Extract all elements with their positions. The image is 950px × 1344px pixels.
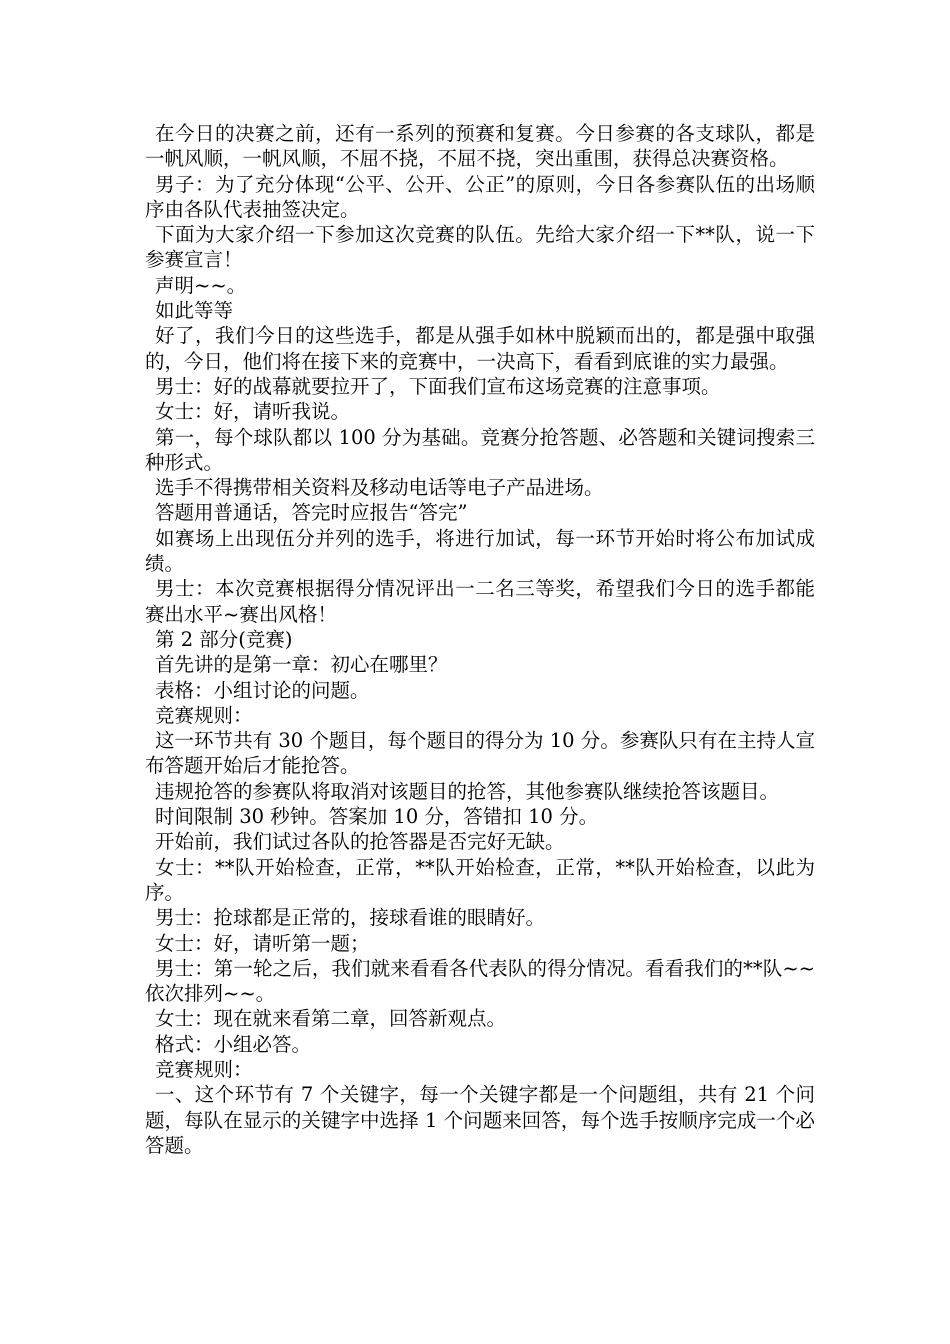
- paragraph: 竞赛规则：: [155, 703, 253, 727]
- paragraph: 格式：小组必答。: [155, 1032, 312, 1056]
- paragraph: 一、这个环节有 7 个关键字，每一个关键字都是一个问题组，共有 21 个问题，每队在显示的关键字中选择 1 个问题来回答，每个选手按顺序完成一个必答题。: [145, 1083, 815, 1157]
- paragraph: 开始前，我们试过各队的抢答器是否完好无缺。: [155, 830, 565, 854]
- paragraph: 这一环节共有 30 个题目，每个题目的得分为 10 分。参赛队只有在主持人宣布答题开始后才能抢答。: [145, 729, 815, 778]
- paragraph: 女士：**队开始检查，正常，**队开始检查，正常，**队开始检查，以此为序。: [145, 855, 815, 904]
- paragraph: 女士：现在就来看第二章，回答新观点。: [155, 1007, 507, 1031]
- paragraph: 如赛场上出现伍分并列的选手，将进行加试，每一环节开始时将公布加试成绩。: [145, 526, 815, 576]
- paragraph: 下面为大家介绍一下参加这次竞赛的队伍。先给大家介绍一下**队，说一下参赛宣言！: [145, 223, 815, 272]
- paragraph: 时间限制 30 秒钟。答案加 10 分，答错扣 10 分。: [155, 805, 599, 829]
- paragraph: 答题用普通话，答完时应报告“答完”: [155, 501, 468, 525]
- document-body: [145, 121, 815, 1158]
- section-heading: 第 2 部分(竞赛): [155, 627, 293, 651]
- paragraph: 违规抢答的参赛队将取消对该题目的抢答，其他参赛队继续抢答该题目。: [155, 779, 780, 803]
- paragraph: 女士：好，请听我说。: [155, 400, 351, 424]
- paragraph: 竞赛规则：: [155, 1057, 253, 1081]
- paragraph: 选手不得携带相关资料及移动电话等电子产品进场。: [155, 476, 604, 500]
- paragraph: 男士：本次竞赛根据得分情况评出一二名三等奖，希望我们今日的选手都能赛出水平~赛出风格！: [145, 577, 815, 626]
- paragraph: 好了，我们今日的这些选手，都是从强手如林中脱颖而出的，都是强中取强的，今日，他们将在接下来的竞赛中，一决高下，看看到底谁的实力最强。: [145, 324, 815, 373]
- paragraph: 男子：为了充分体现“公平、公开、公正”的原则，今日各参赛队伍的出场顺序由各队代表抽签决定。: [145, 172, 815, 221]
- paragraph: 男士：好的战幕就要拉开了，下面我们宣布这场竞赛的注意事项。: [155, 374, 721, 398]
- paragraph: 男士：抢球都是正常的，接球看谁的眼睛好。: [155, 906, 546, 930]
- paragraph: 表格：小组讨论的问题。: [155, 678, 370, 702]
- paragraph: 首先讲的是第一章：初心在哪里？: [155, 653, 448, 677]
- paragraph: 在今日的决赛之前，还有一系列的预赛和复赛。今日参赛的各支球队，都是一帆风顺，一帆风顺，不屈不挠，不屈不挠，突出重围，获得总决赛资格。: [145, 122, 815, 171]
- paragraph: 第一，每个球队都以 100 分为基础。竞赛分抢答题、必答题和关键词搜索三种形式。: [145, 425, 815, 474]
- paragraph: 男士：第一轮之后，我们就来看看各代表队的得分情况。看看我们的**队~~依次排列~~。: [145, 956, 815, 1006]
- paragraph: 声明~~。: [155, 273, 247, 297]
- paragraph: 女士：好，请听第一题；: [155, 931, 370, 955]
- paragraph: 如此等等: [155, 299, 234, 323]
